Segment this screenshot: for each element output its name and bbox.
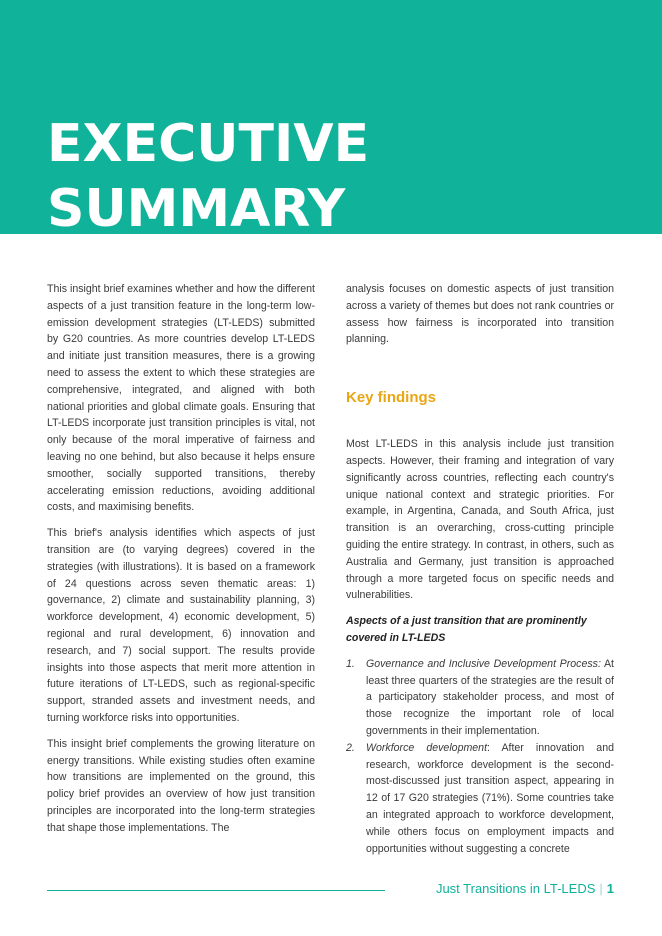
finding-item xyxy=(346,656,614,740)
page-title-line-1: EXECUTIVE xyxy=(47,114,370,174)
findings-list xyxy=(346,656,614,858)
page-title-line-2: SUMMARY xyxy=(47,179,346,239)
finding-text: At least three quarters of the strategies are the result of a participatory stakeholder process, and most of those recognize the important role of local governments in their implementation. xyxy=(366,657,614,737)
page-footer xyxy=(436,880,614,898)
footer-separator: | xyxy=(599,881,603,896)
right-column xyxy=(346,281,614,857)
finding-number: 1. xyxy=(346,657,355,670)
key-findings-paragraph: Most LT-LEDS in this analysis include just transition aspects. However, their framing and integration of vary significantly across countries, reflecting each country's unique national context and strategic priorities. For example, in Argentina, Canada, and South Africa, just transition is an overarching, cross-cutting principle guiding the entire strategy. In contrast, in others, such as Australia and Germany, just transition is approached through a more targeted focus on specific needs and vulnerabilities. xyxy=(346,438,614,602)
finding-text: : After innovation and research, workforce development is the second-most-discussed just transition aspect, appearing in 12 of 17 G20 strategies (71%). Some countries take an integrated approach to workforce development, while others focus on employment impacts and opportunities without suggesting a concrete xyxy=(366,741,614,855)
finding-term: Workforce development xyxy=(366,741,488,754)
continuation-paragraph: analysis focuses on domestic aspects of just transition across a variety of themes but does not rank countries or assess how fairness is incorporated into transition planning. xyxy=(346,283,614,346)
body-paragraph: This brief's analysis identifies which aspects of just transition are (to varying degrees) covered in the strategies (with illustrations). It is based on a framework of 24 questions across seven thematic areas: 1) governance, 2) climate and sustainability planning, 3) workforce development, 4) economic development, 5) regional and rural development, 6) innovation and research, and 7) social support. The results provide insights into those aspects that merit more attention in future iterations of LT-LEDS, such as regional-specific support, stranded assets and investment needs, and turning workforce risks into opportunities. xyxy=(47,527,315,724)
footer-publication-title: Just Transitions in LT-LEDS xyxy=(435,881,596,896)
left-column xyxy=(47,281,315,846)
header-banner xyxy=(0,0,662,239)
findings-subheading: Aspects of a just transition that are prominently covered in LT-LEDS xyxy=(346,615,587,644)
key-findings-heading: Key findings xyxy=(346,389,437,407)
finding-number: 2. xyxy=(346,741,355,754)
footer-rule xyxy=(47,890,385,891)
page-title xyxy=(47,112,369,242)
body-paragraph: This insight brief complements the growing literature on energy transitions. While existing studies often examine how transitions are implemented on the ground, this policy brief provides an overview of how just transition principles are incorporated into the long-term strategies that shape those implementations. The xyxy=(47,737,315,834)
finding-item xyxy=(346,740,614,858)
page-number: 1 xyxy=(606,881,614,896)
finding-term: Governance and Inclusive Development Process: xyxy=(366,657,601,670)
body-paragraph: This insight brief examines whether and how the different aspects of a just transition feature in the long-term low-emission development strategies (LT-LEDS) submitted by G20 countries. As more countries develop LT-LEDS and initiate just transition measures, there is a growing need to assess the extent to which these strategies are comprehensive, integrated, and aligned with both national priorities and global climate goals. Ensuring that LT-LEDS incorporate just transition principles is vital, not only because of the moral imperative of fairness and leaving no one behind, but also because it helps ensure smoother, socially supported transitions, thereby accelerating emission reductions, avoiding additional costs, and maximising benefits. xyxy=(47,283,315,514)
